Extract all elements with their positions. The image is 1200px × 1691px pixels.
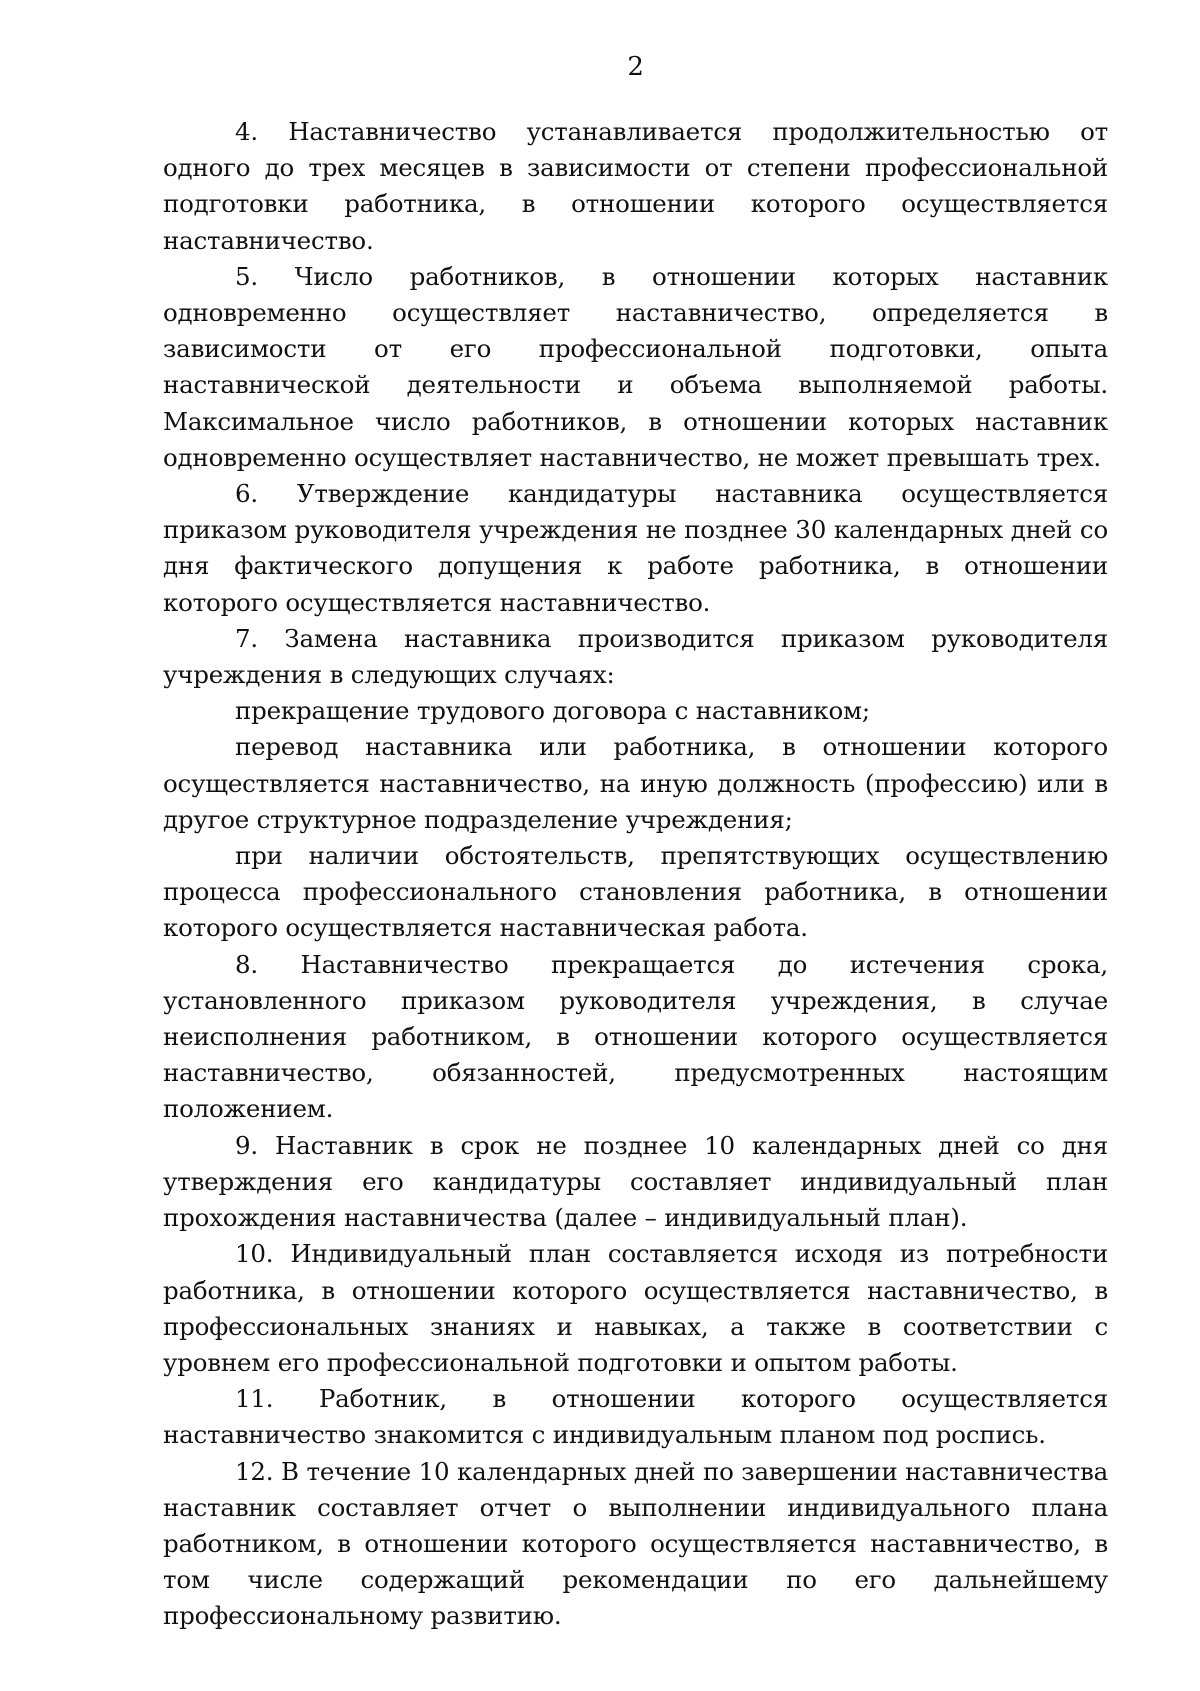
document-page [163,52,1108,1635]
page-number: 2 [627,52,644,82]
paragraph-9: 9. Наставник в срок не позднее 10 календарных дней со дня утверждения его кандидатуры составляет индивидуальный план прохождения наставничества (далее – индивидуальный план). [163,1130,1108,1233]
paragraph-4: 4. Наставничество устанавливается продолжительностью от одного до трех месяцев в зависимости от степени профессиональной подготовки работника, в отношении которого осуществляется наставничество. [163,117,1108,255]
paragraph-6: 6. Утверждение кандидатуры наставника осуществляется приказом руководителя учреждения не позднее 30 календарных дней со дня фактического допущения к работе работника, в отношении которого осуществляется наставничество. [163,479,1108,617]
paragraph-11: 11. Работник, в отношении которого осуществляется наставничество знакомится с индивидуальным планом под роспись. [163,1384,1108,1450]
paragraph-8: 8. Наставничество прекращается до истечения срока, установленного приказом руководителя учреждения, в случае неисполнения работником, в отношении которого осуществляется наставничество, обязанностей, предусмотренных настоящим положением. [163,949,1108,1124]
paragraph-7-case-3: при наличии обстоятельств, препятствующих осуществлению процесса профессионального становления работника, в отношении которого осуществляется наставническая работа. [163,841,1108,943]
paragraph-12: 12. В течение 10 календарных дней по завершении наставничества наставник составляет отчет о выполнении индивидуального плана работником, в отношении которого осуществляется наставничество, в том числе содержащий рекомендации по его дальнейшему профессиональному развитию. [163,1456,1108,1631]
paragraph-10: 10. Индивидуальный план составляется исходя из потребности работника, в отношении которого осуществляется наставничество, в профессиональных знаниях и навыках, а также в соответствии с уровнем его профессиональной подготовки и опытом работы. [163,1239,1108,1377]
paragraph-7: 7. Замена наставника производится приказом руководителя учреждения в следующих случаях: [163,623,1108,690]
paragraph-7-case-2: перевод наставника или работника, в отношении которого осуществляется наставничество, на иную должность (профессию) или в другое структурное подразделение учреждения; [163,732,1108,834]
paragraph-7-case-1: прекращение трудового договора с наставником; [235,696,870,726]
paragraph-5: 5. Число работников, в отношении которых наставник одновременно осуществляет наставничество, определяется в зависимости от его профессиональной подготовки, опыта наставнической деятельности и объема выполняемой работы. Максимальное число работников, в отношении которых наставник одновременно осуществляет наставничество, не может превышать трех. [163,261,1108,472]
